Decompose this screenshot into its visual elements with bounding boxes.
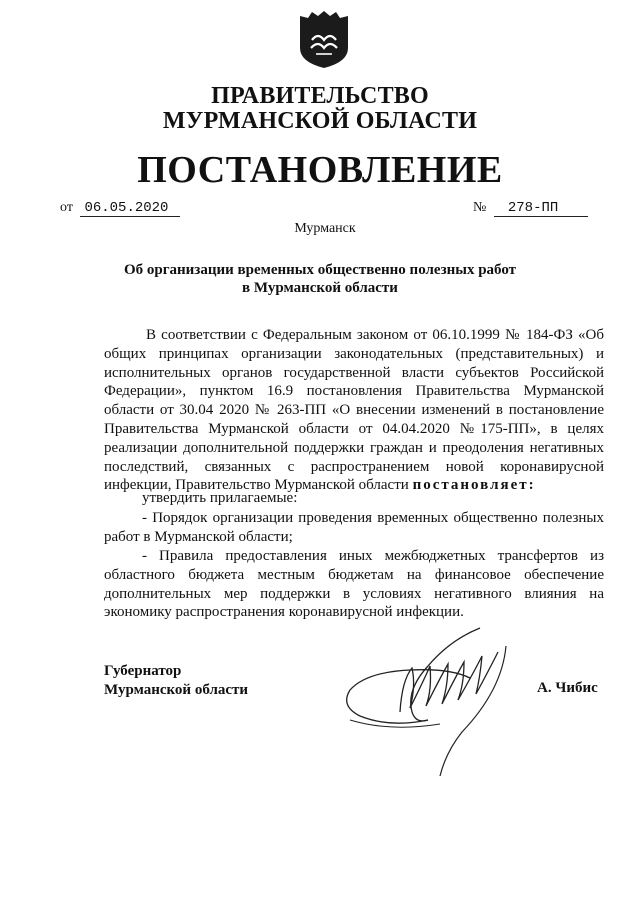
signatory-role-line2: Мурманской области: [104, 682, 249, 698]
list-item: - Правила предоставления иных межбюджетных трансфертов из областного бюджета местным бюджетам на финансовое обеспечение дополнительных мер поддержки в условиях негативного влияния на экономику распространения коронавирусной инфекции.: [104, 548, 604, 621]
org-title-line2: МУРМАНСКОЙ ОБЛАСТИ: [162, 108, 478, 134]
date-line: [60, 200, 180, 217]
signatory-role-line1: Губернатор: [104, 663, 182, 679]
handwritten-signature: [330, 620, 540, 780]
document-type-title: ПОСТАНОВЛЕНИЕ: [137, 149, 503, 191]
org-title-line1: ПРАВИТЕЛЬСТВО: [211, 83, 429, 109]
resolves-word: постановляет:: [412, 477, 536, 494]
date-prefix: от: [60, 200, 73, 215]
number-line: [473, 200, 588, 217]
date-value: 06.05.2020: [80, 200, 180, 217]
city: Мурманск: [294, 221, 356, 236]
subject-line1: Об организации временных общественно полезных работ: [123, 262, 517, 278]
intro-text: В соответствии с Федеральным законом от 06.10.1999 № 184-ФЗ «Об общих принципах организации законодательных (представительных) и исполнительных органов государственной власти субъектов Российской Федерации», пунктом 16.9 постановления Правительства Мурманской области от 30.04 2020 № 263-ПП «О внесении изменений в постановление Правительства Мурманской области от 04.04.2020 №175-ПП», в целях реализации дополнительной поддержки граждан и преодоления негативных последствий, связанных с распространением новой коронавирусной инфекции, Правительство Мурманской области: [104, 327, 604, 494]
signatory-name: А. Чибис: [537, 680, 598, 696]
list-item: - Порядок организации проведения временных общественно полезных работ в Мурманской области;: [104, 510, 604, 545]
coat-of-arms-icon: [298, 10, 350, 70]
subject-line2: в Мурманской области: [242, 280, 398, 296]
intro-paragraph: [104, 326, 604, 495]
number-prefix: №: [473, 200, 487, 215]
approve-line: утвердить прилагаемые:: [142, 490, 298, 506]
number-value: 278-ПП: [494, 200, 588, 217]
